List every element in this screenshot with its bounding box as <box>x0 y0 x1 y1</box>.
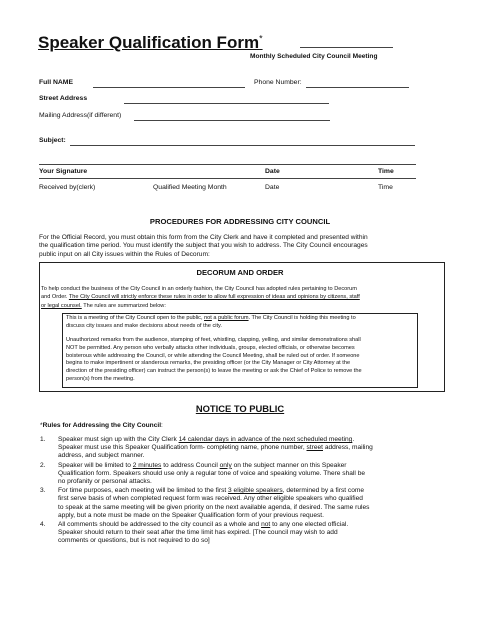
divider-line <box>39 178 416 179</box>
decorum-intro-line: and Order. The City Council will strictly enforce these rules in order to allow full expression of ideas and opinions by citizens, staff <box>41 294 360 301</box>
decorum-rule-line: NOT be permitted. Any person who verbally attacks other individuals, groups, elected officials, or otherwise becomes <box>66 344 355 351</box>
date-label-2: Date <box>265 184 280 191</box>
rules-heading: *Rules for Addressing the City Council: <box>40 422 163 429</box>
meeting-date-line[interactable] <box>300 47 393 48</box>
mailing-label: Mailing Address(if different) <box>39 112 122 119</box>
decorum-rule-line: direction of the presiding officer) can instruct the person(s) to leave the meeting or ask the Chief of Police to remove the <box>66 368 362 375</box>
mailing-field[interactable] <box>134 120 330 121</box>
full-name-field[interactable] <box>93 87 245 88</box>
procedures-text <box>39 234 449 259</box>
street-label: Street Address <box>39 95 88 102</box>
procedures-heading: PROCEDURES FOR ADDRESSING CITY COUNCIL <box>149 217 331 226</box>
form-title <box>38 33 263 53</box>
phone-label: Phone Number: <box>254 79 302 86</box>
procedures-line: public input on all City issues within the Rules of Decorum: <box>39 250 210 258</box>
rule-item-4: 4. All comments should be addressed to the city council as a whole and not to any one elected official. Speaker should return to their seat after the time limit has expired. [The council may wish to add comments or questions, but is not required to do so] <box>40 521 349 545</box>
subject-label: Subject: <box>39 137 66 144</box>
form-title-text: Speaker Qualification Form <box>38 33 260 52</box>
full-name-label: Full NAME <box>39 79 73 86</box>
notice-heading: NOTICE TO PUBLIC <box>195 403 285 414</box>
decorum-rule-line: Unauthorized remarks from the audience, stamping of feet, whistling, clapping, yelling, and similar demonstrations shall <box>66 337 361 343</box>
decorum-rule-2 <box>66 337 414 384</box>
rule-item-2: 2. Speaker will be limited to 2 minutes to address Council only on the subject manner on this Speaker Qualification form. Speakers should use only a regular tone of voice and speaking volume. There shall be no profanity or personal attacks. <box>40 461 366 486</box>
signature-field[interactable] <box>39 164 416 165</box>
decorum-rule-line: This is a meeting of the City Council open to the public, not a public forum. The City Council is holding this meeting to <box>66 315 356 321</box>
procedures-line: the qualification time period. You must identify the subject that you wish to address. The City Council encourages <box>39 242 368 250</box>
phone-field[interactable] <box>306 87 409 88</box>
time-label-1: Time <box>378 168 394 175</box>
decorum-rule-line: begins to make impertinent or slanderous remarks, the presiding officer (or the City Manager or City Attorney at the <box>66 360 351 367</box>
decorum-rule-line: person(s) from the meeting. <box>66 375 135 382</box>
rule-item-1: 1. Speaker must sign up with the City Clerk 14 calendar days in advance of the next scheduled meeting. Speaker must use this Speaker Qualification form- completing name, phone number, street address, mailing address, and subject manner. <box>40 436 373 460</box>
street-field[interactable] <box>124 103 329 104</box>
rules-list <box>40 436 446 547</box>
decorum-rule-1 <box>66 315 414 331</box>
decorum-intro-line: or legal counsel. The rules are summarized below: <box>41 302 166 309</box>
decorum-intro <box>41 285 441 310</box>
date-label-1: Date <box>265 168 280 175</box>
title-asterisk: * <box>259 33 263 44</box>
decorum-intro-line: To help conduct the business of the City Council in an orderly fashion, the City Council has adopted rules pertaining to Decorum <box>41 286 357 292</box>
procedures-line: For the Official Record, you must obtain this form from the City Clerk and have it completed and presented within <box>39 234 368 241</box>
subject-field[interactable] <box>70 145 415 146</box>
time-label-2: Time <box>378 184 393 191</box>
received-by-label: Received by(clerk) <box>39 184 96 191</box>
decorum-heading: DECORUM AND ORDER <box>196 268 284 277</box>
decorum-rule-line: boisterous while addressing the Council, or while attending the Council Meeting, shall be ruled out of order. If someone <box>66 352 360 359</box>
rule-item-3: 3. For time purposes, each meeting will be limited to the first 3 eligible speakers, determined by a first come first serve basis of when completed request form was received. Any other eligible speakers who qualified to speak at the same meeting will be given priority on the next available agenda, if desired. The same rules apply, but a note must be made on the Speaker Qualification form of your previous request. <box>40 487 370 519</box>
your-signature-label: Your Signature <box>39 168 88 175</box>
meeting-label: Monthly Scheduled City Council Meeting <box>250 53 378 60</box>
decorum-rule-line: discuss city issues and make decisions about needs of the city. <box>66 322 222 329</box>
qualified-month-label: Qualified Meeting Month <box>153 184 227 191</box>
